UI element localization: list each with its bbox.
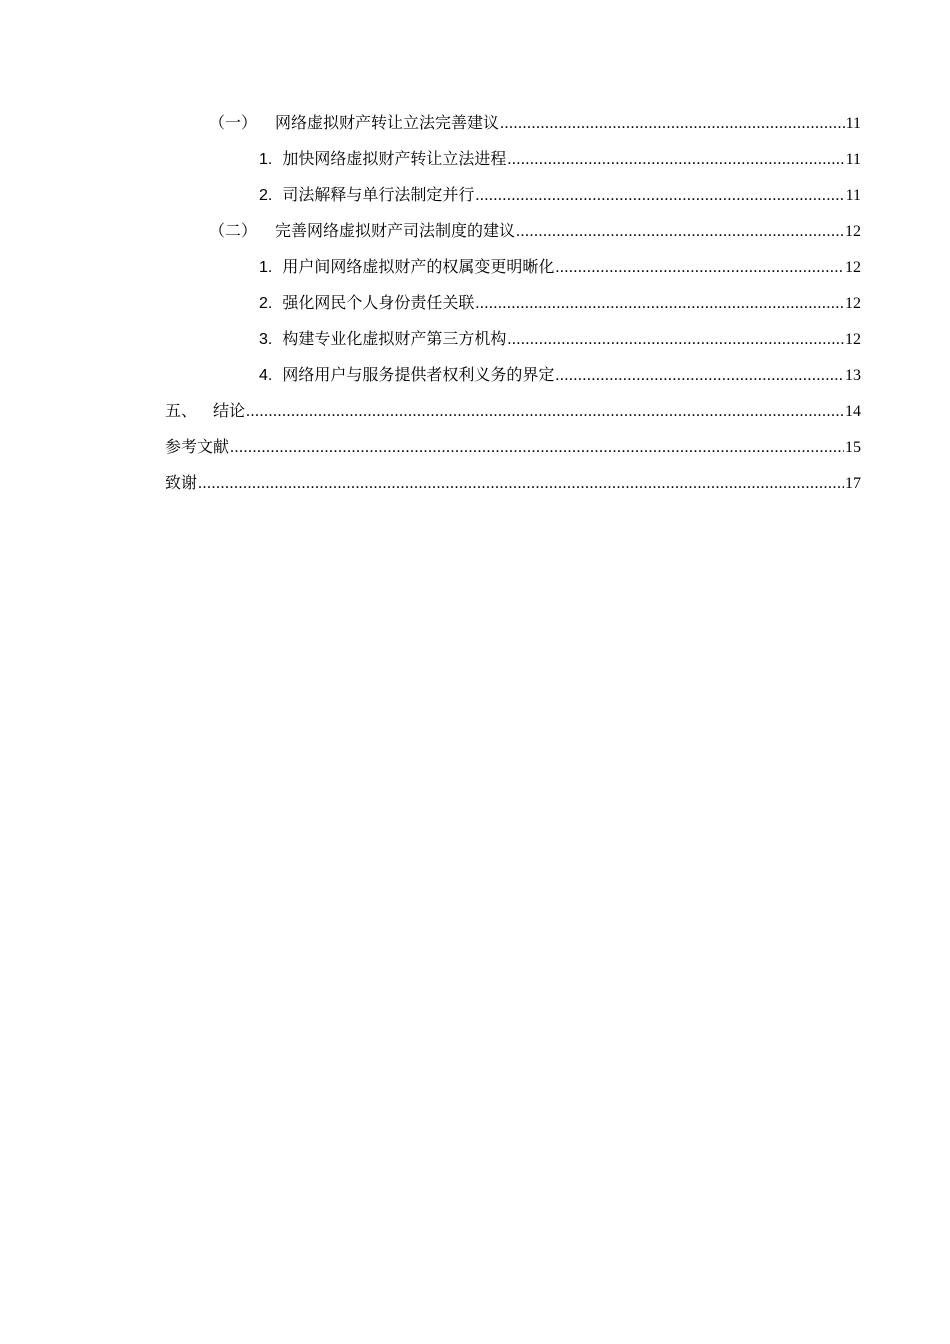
toc-entry[interactable]	[165, 146, 861, 182]
toc-entry-number: 1.	[259, 259, 273, 276]
toc-entry[interactable]	[165, 254, 861, 290]
toc-entry[interactable]	[165, 470, 861, 506]
toc-entry[interactable]	[165, 362, 861, 398]
toc-dot-leader	[507, 151, 844, 169]
toc-dot-leader	[555, 259, 844, 277]
toc-entry[interactable]	[165, 182, 861, 218]
toc-entry[interactable]	[165, 434, 861, 470]
toc-dot-leader	[246, 403, 844, 421]
toc-dot-leader	[475, 187, 844, 205]
toc-entry-number: 2.	[259, 187, 273, 204]
table-of-contents	[165, 110, 861, 506]
toc-entry-number: 3.	[259, 331, 273, 348]
toc-entry-title: 结论	[213, 401, 246, 420]
toc-entry-title: 司法解释与单行法制定并行	[282, 185, 475, 204]
toc-dot-leader	[507, 331, 844, 349]
toc-entry-number: 4.	[259, 367, 273, 384]
toc-entry-title: 完善网络虚拟财产司法制度的建议	[275, 221, 516, 240]
toc-entry-title: 强化网民个人身份责任关联	[282, 293, 475, 312]
toc-dot-leader	[475, 295, 844, 313]
toc-entry-page: 11	[845, 115, 861, 132]
toc-entry-number: （二）	[209, 221, 258, 240]
toc-entry-page: 13	[845, 367, 861, 384]
toc-entry-page: 12	[845, 295, 861, 312]
toc-dot-leader	[198, 475, 844, 493]
toc-entry-title: 加快网络虚拟财产转让立法进程	[282, 149, 507, 168]
toc-entry-number: 五、	[165, 401, 198, 420]
toc-entry[interactable]	[165, 110, 861, 146]
toc-entry-page: 15	[845, 439, 861, 456]
toc-dot-leader	[500, 115, 845, 133]
toc-entry-title: 致谢	[165, 473, 198, 492]
toc-entry-number: （一）	[209, 113, 258, 132]
toc-entry[interactable]	[165, 326, 861, 362]
toc-entry-page: 12	[845, 331, 861, 348]
toc-entry-page: 14	[845, 403, 861, 420]
toc-entry[interactable]	[165, 290, 861, 326]
toc-entry-page: 12	[845, 259, 861, 276]
toc-entry-page: 11	[845, 151, 861, 168]
toc-dot-leader	[516, 223, 844, 241]
toc-entry-title: 网络虚拟财产转让立法完善建议	[275, 113, 500, 132]
toc-entry-title: 构建专业化虚拟财产第三方机构	[282, 329, 507, 348]
toc-entry-page: 11	[845, 187, 861, 204]
toc-dot-leader	[230, 439, 844, 457]
toc-entry[interactable]	[165, 218, 861, 254]
toc-entry-title: 用户间网络虚拟财产的权属变更明晰化	[282, 257, 555, 276]
toc-entry-title: 网络用户与服务提供者权利义务的界定	[282, 365, 555, 384]
toc-dot-leader	[555, 367, 844, 385]
toc-entry-number: 2.	[259, 295, 273, 312]
toc-entry-title: 参考文献	[165, 437, 230, 456]
toc-entry[interactable]	[165, 398, 861, 434]
toc-entry-page: 12	[845, 223, 861, 240]
toc-entry-number: 1.	[259, 151, 273, 168]
toc-entry-page: 17	[845, 475, 861, 492]
